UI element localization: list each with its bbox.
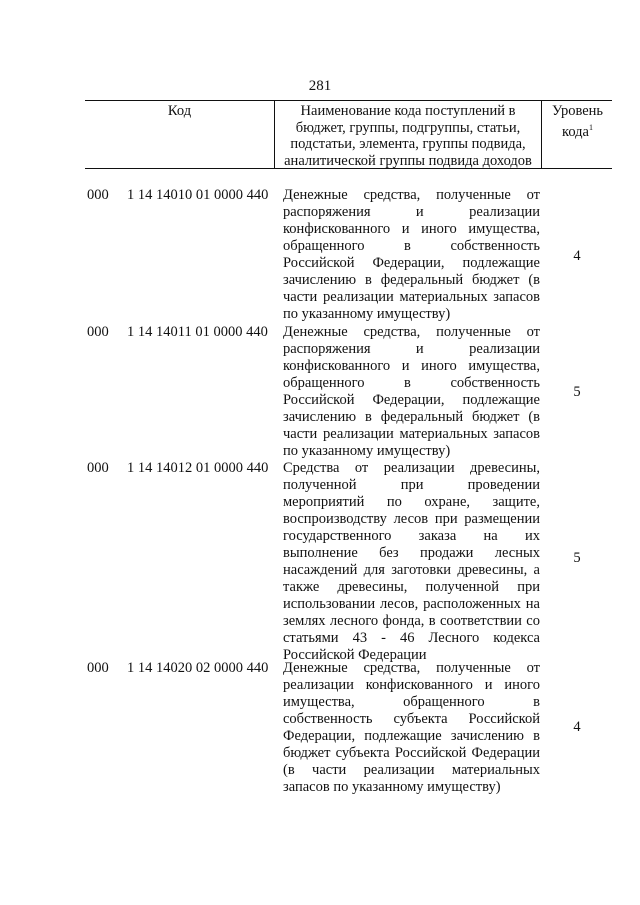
page-number: 281 (308, 78, 332, 94)
row-description: Денежные средства, полученные от реализации конфискованного и иного имущества, обращенного в собственность субъекта Российской Федерации, подлежащие зачислению в бюджет субъекта Российской Федерации (в части реализации материальных запасов по указанному имуществу) (283, 660, 540, 795)
row-budget-code: 1 14 14011 01 0000 440 (127, 324, 268, 340)
header-level-label: Уровень кода (551, 103, 604, 140)
row-description: Денежные средства, полученные от распоряжения и реализации конфискованного и иного имущества, обращенного в собственность Российской Федерации, подлежащие зачислению в федеральный бюджет (в части реализации материальных запасов по указанному имуществу) (283, 187, 540, 322)
row-budget-code: 1 14 14012 01 0000 440 (127, 460, 269, 476)
row-description: Средства от реализации древесины, полученной при проведении мероприятий по охране, защите, воспроизводству лесов при размещении государственного заказа на их выполнение без продажи лесных насаждений для заготовки древесины, а также древесины, полученной при использовании лесов, расположенных на землях лесного фонда, в соответствии со статьями 43 - 46 Лесного кодекса Российской Федерации (283, 460, 540, 663)
header-divider-left (274, 100, 275, 169)
header-name: Наименование кода поступлений в бюджет, группы, подгруппы, статьи, подстатьи, элемента, группы подвида, аналитической группы подвида доходов (284, 103, 532, 169)
header-code: Код (167, 103, 192, 119)
row-admin-code: 000 (87, 460, 109, 476)
row-level: 5 (573, 550, 581, 566)
row-budget-code: 1 14 14010 01 0000 440 (127, 187, 269, 203)
header-divider-right (541, 100, 542, 169)
header-level (543, 103, 612, 140)
row-level: 4 (573, 719, 581, 735)
header-top-rule (85, 100, 612, 101)
row-admin-code: 000 (87, 324, 109, 340)
row-level: 5 (573, 384, 581, 400)
row-level: 4 (573, 248, 581, 264)
header-level-footnote: 1 (588, 122, 593, 132)
row-budget-code: 1 14 14020 02 0000 440 (127, 660, 269, 676)
row-admin-code: 000 (87, 660, 109, 676)
row-description: Денежные средства, полученные от распоряжения и реализации конфискованного и иного имущества, обращенного в собственность Российской Федерации, подлежащие зачислению в федеральный бюджет (в части реализации материальных запасов по указанному имуществу) (283, 324, 540, 459)
row-admin-code: 000 (87, 187, 109, 203)
